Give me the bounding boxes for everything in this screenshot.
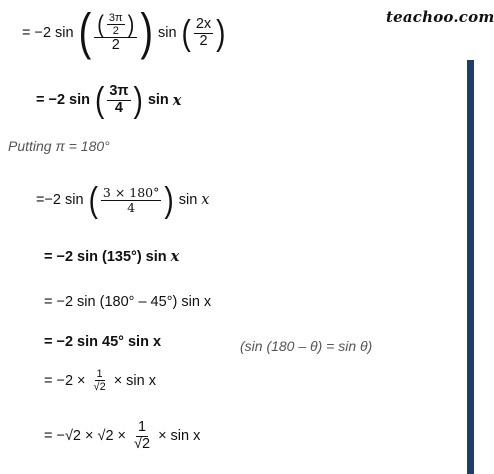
line1-prefix: = −2 sin	[22, 25, 74, 42]
line3-numerator: 3 × 180°	[102, 185, 160, 200]
equation-line-8	[44, 420, 200, 453]
line4-var: x	[170, 248, 180, 265]
line3-var: x	[201, 192, 210, 209]
line8-fraction	[132, 420, 152, 453]
second-fraction	[194, 17, 213, 50]
line7-prefix: = −2 ×	[44, 372, 86, 389]
line2-prefix: = −2 sin	[36, 92, 91, 109]
line3-denominator: 4	[127, 199, 136, 215]
equation-line-2: = −2 sin ( $\frac{3\pi}{4}$ ) sin x	[36, 80, 182, 120]
equation-line-1	[22, 4, 227, 62]
equation-line-6	[44, 334, 161, 350]
line4-arg: (135°)	[102, 248, 142, 265]
inner-numerator: 3π	[108, 12, 123, 24]
putting-note: Putting π = 180°	[8, 138, 110, 154]
line8-prefix: = −√2 × √2 ×	[44, 428, 127, 445]
inner-denominator: 2	[112, 25, 119, 38]
line2-var: x	[172, 91, 182, 109]
line3-sin: sin	[178, 192, 198, 209]
equation-line-7	[44, 368, 156, 393]
equation-line-5	[44, 294, 211, 310]
second-numerator: 2x	[195, 15, 212, 32]
equation-line-3: =−2 sin ( $\frac{3 \times 180^\circ}{4}$ ) sin x	[36, 180, 210, 219]
line8-numerator: 1	[138, 419, 147, 435]
inner-fraction	[107, 12, 125, 37]
paren-open-icon: (	[181, 13, 191, 52]
line7-fraction	[92, 368, 108, 393]
line4-sin: sin	[145, 248, 167, 265]
line8-denominator: √2	[134, 435, 151, 452]
line8-suffix: × sin x	[158, 428, 201, 445]
paren-open-icon: (	[78, 4, 92, 62]
paren-close-icon: )	[216, 13, 226, 52]
line7-suffix: × sin x	[113, 372, 156, 389]
line2-denominator: 4	[114, 99, 123, 116]
outer-fraction: ( $\frac{3\pi}{2}$ ) 2	[94, 12, 137, 54]
line4-prefix: = −2 sin	[44, 248, 99, 265]
equation-line-4	[44, 248, 179, 265]
line3-fraction	[101, 186, 161, 215]
second-denominator: 2	[199, 32, 208, 49]
line2-fraction	[107, 84, 130, 117]
scrollbar[interactable]	[467, 0, 474, 474]
identity-note: (sin (180 – θ) = sin θ)	[240, 338, 373, 354]
brand-logo: teachoo.com	[386, 8, 494, 26]
line5-text: = −2 sin (180° – 45°) sin x	[44, 294, 212, 310]
paren-close-icon: )	[140, 4, 153, 62]
line2-sin: sin	[147, 92, 169, 109]
line7-denominator: √2	[93, 381, 106, 394]
line7-numerator: 1	[96, 368, 103, 380]
scrollbar-thumb[interactable]	[467, 60, 474, 474]
line3-prefix: =−2 sin	[36, 192, 84, 209]
line2-numerator: 3π	[109, 83, 129, 99]
line6-text: = −2 sin 45° sin x	[44, 334, 162, 350]
line1-sin: sin	[157, 25, 177, 42]
outer-denominator: 2	[111, 37, 120, 54]
